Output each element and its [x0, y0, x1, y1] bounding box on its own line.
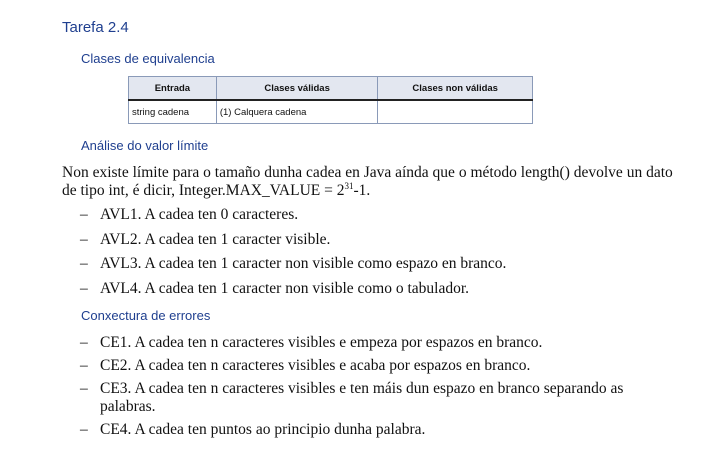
- list-item-text: CE2. A cadea ten n caracteres visibles e acaba por espazos en branco.: [100, 357, 531, 374]
- list-item: [62, 357, 682, 375]
- section-title-equivalence: Clases de equivalencia: [81, 51, 215, 66]
- list-item: [62, 231, 682, 249]
- list-item-text: AVL1. A cadea ten 0 caracteres.: [100, 206, 299, 223]
- limit-values-list: [62, 206, 682, 304]
- dash-bullet: –: [80, 230, 88, 248]
- list-item-text: CE4. A cadea ten puntos ao principio dunha palabra.: [100, 421, 426, 438]
- section-title-limit-analysis: Análise do valor límite: [81, 138, 209, 153]
- dash-bullet: –: [80, 357, 88, 374]
- list-item: [62, 334, 682, 352]
- list-item-text: CE1. A cadea ten n caracteres visibles e empeza por espazos en branco.: [100, 334, 543, 351]
- list-item-text: CE3. A cadea ten n caracteres visibles e ten máis dun espazo en branco separando as palabras.: [100, 380, 624, 415]
- list-item-text: AVL3. A cadea ten 1 caracter non visible como espazo en branco.: [100, 255, 507, 272]
- list-item: [62, 255, 682, 273]
- list-item: [62, 380, 682, 416]
- cell-input: string cadena: [129, 100, 217, 124]
- section-title-errors: Conxectura de errores: [81, 308, 211, 323]
- column-header-input: Entrada: [129, 77, 217, 101]
- page-title: Tarefa 2.4: [62, 19, 129, 36]
- list-item-text: AVL4. A cadea ten 1 caracter non visible como o tabulador.: [100, 279, 470, 297]
- dash-bullet: –: [80, 255, 88, 272]
- dash-bullet: –: [80, 421, 88, 438]
- paragraph-text-end: -1.: [353, 182, 371, 199]
- dash-bullet: –: [80, 279, 88, 297]
- column-header-valid: Clases válidas: [216, 77, 378, 101]
- error-guessing-list: [62, 334, 682, 444]
- list-item: [62, 421, 682, 439]
- table-row: [129, 100, 533, 124]
- table-header-row: [129, 77, 533, 101]
- dash-bullet: –: [80, 334, 88, 351]
- dash-bullet: –: [80, 380, 88, 397]
- dash-bullet: –: [80, 206, 88, 223]
- paragraph-text: Non existe límite para o tamaño dunha cadea en Java aínda que o método length() devolve un dato de tipo int, é dicir, Integer.MAX_VALUE = 2: [62, 164, 673, 199]
- list-item: [62, 280, 682, 298]
- list-item-text: AVL2. A cadea ten 1 caracter visible.: [100, 230, 331, 248]
- exponent: 31: [344, 180, 354, 191]
- cell-invalid: [378, 100, 533, 124]
- column-header-invalid: Clases non válidas: [378, 77, 533, 101]
- limit-paragraph: [62, 164, 682, 200]
- equivalence-table: [128, 76, 533, 124]
- cell-valid: (1) Calquera cadena: [216, 100, 378, 124]
- list-item: [62, 206, 682, 224]
